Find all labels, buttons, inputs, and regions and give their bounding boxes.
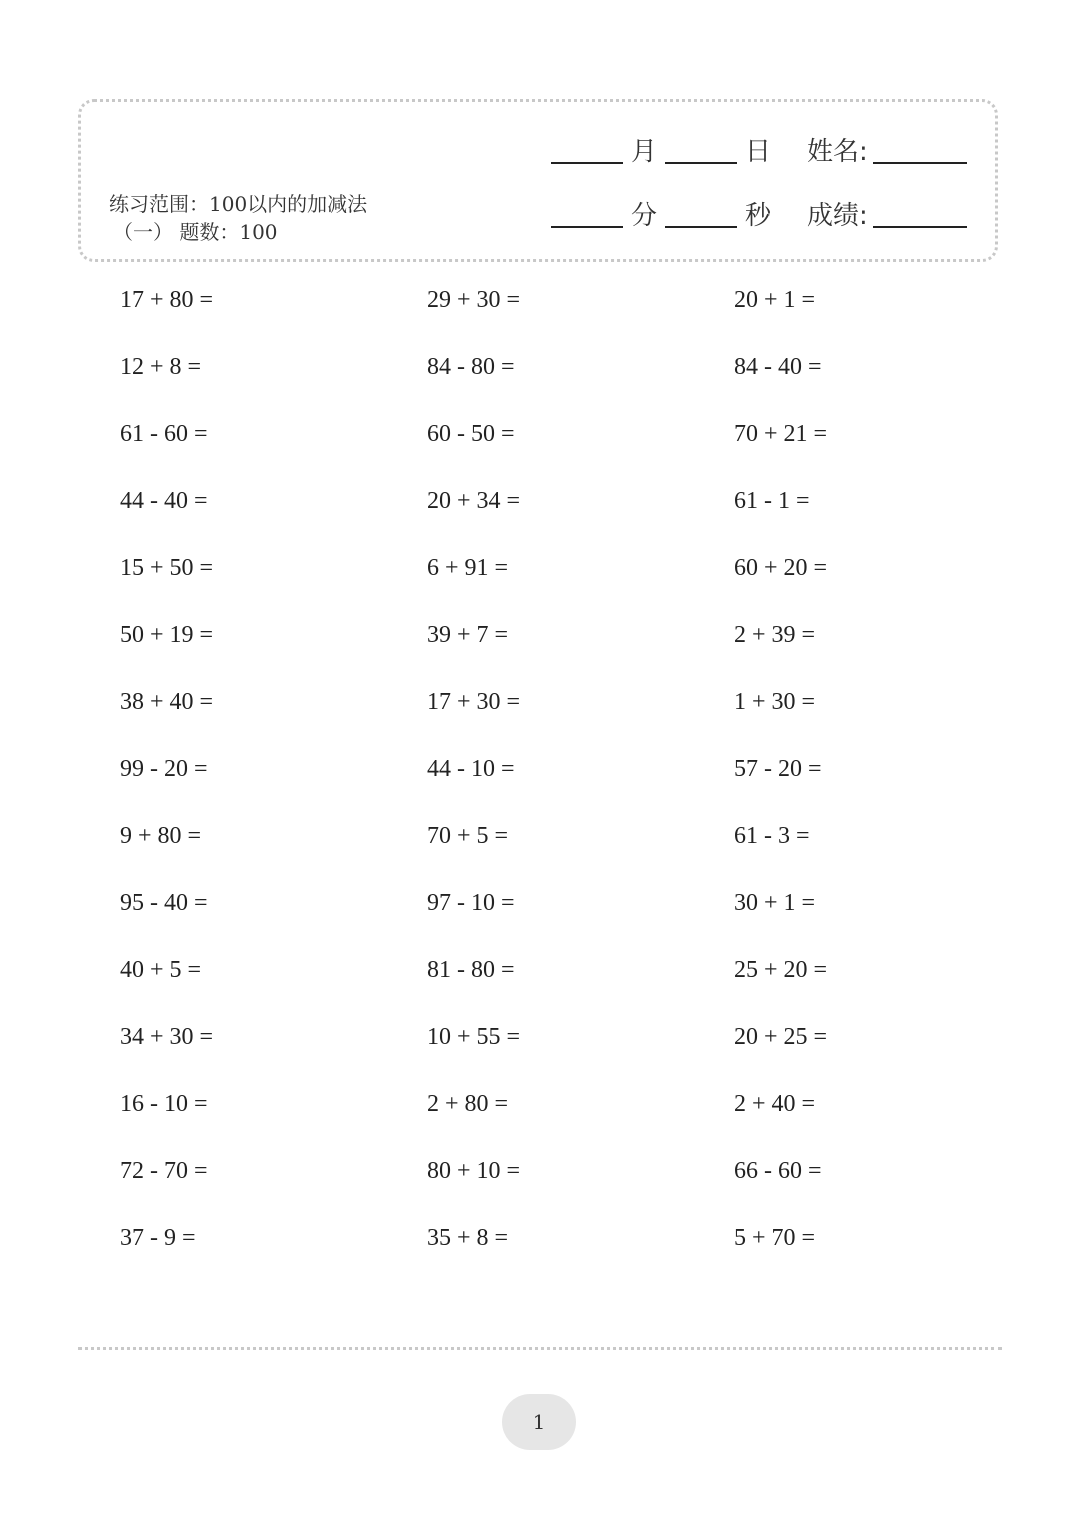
page-number-badge: 1 — [502, 1394, 576, 1450]
problem-item: 66 - 60 = — [734, 1158, 822, 1184]
footer-divider — [78, 1347, 1002, 1350]
problem-item: 17 + 80 = — [120, 287, 214, 313]
problem-item: 39 + 7 = — [427, 622, 509, 648]
problem-item: 35 + 8 = — [427, 1225, 509, 1251]
problem-item: 44 - 10 = — [427, 756, 515, 782]
problem-item: 97 - 10 = — [427, 890, 515, 916]
problem-item: 70 + 5 = — [427, 823, 509, 849]
problem-item: 61 - 1 = — [734, 488, 810, 514]
problem-item: 5 + 70 = — [734, 1225, 816, 1251]
month-label: 月 — [631, 137, 658, 167]
problem-item: 20 + 1 = — [734, 287, 816, 313]
problem-item: 30 + 1 = — [734, 890, 816, 916]
problem-item: 70 + 21 = — [734, 421, 828, 447]
problem-item: 61 - 3 = — [734, 823, 810, 849]
problem-item: 16 - 10 = — [120, 1091, 208, 1117]
problem-item: 2 + 39 = — [734, 622, 816, 648]
problem-item: 40 + 5 = — [120, 957, 202, 983]
problem-item: 15 + 50 = — [120, 555, 214, 581]
problem-item: 25 + 20 = — [734, 957, 828, 983]
problem-item: 60 + 20 = — [734, 555, 828, 581]
problem-item: 20 + 25 = — [734, 1024, 828, 1050]
question-count-label: （一） 题数：100 — [113, 220, 278, 244]
problem-item: 81 - 80 = — [427, 957, 515, 983]
problem-item: 10 + 55 = — [427, 1024, 521, 1050]
problem-item: 60 - 50 = — [427, 421, 515, 447]
problem-item: 29 + 30 = — [427, 287, 521, 313]
practice-range-label: 练习范围：100以内的加减法 — [109, 192, 368, 216]
problem-item: 61 - 60 = — [120, 421, 208, 447]
score-label: 成绩: — [807, 201, 868, 231]
problem-item: 37 - 9 = — [120, 1225, 196, 1251]
problem-item: 84 - 80 = — [427, 354, 515, 380]
problem-item: 84 - 40 = — [734, 354, 822, 380]
problem-item: 50 + 19 = — [120, 622, 214, 648]
problem-item: 20 + 34 = — [427, 488, 521, 514]
problem-item: 9 + 80 = — [120, 823, 202, 849]
problem-item: 95 - 40 = — [120, 890, 208, 916]
problem-item: 57 - 20 = — [734, 756, 822, 782]
problem-item: 38 + 40 = — [120, 689, 214, 715]
name-label: 姓名: — [807, 137, 868, 167]
day-label: 日 — [745, 137, 772, 167]
problem-item: 12 + 8 = — [120, 354, 202, 380]
problem-item: 80 + 10 = — [427, 1158, 521, 1184]
problem-item: 34 + 30 = — [120, 1024, 214, 1050]
problem-item: 6 + 91 = — [427, 555, 509, 581]
problem-item: 72 - 70 = — [120, 1158, 208, 1184]
problem-item: 44 - 40 = — [120, 488, 208, 514]
problem-item: 1 + 30 = — [734, 689, 816, 715]
problem-item: 99 - 20 = — [120, 756, 208, 782]
problem-item: 2 + 80 = — [427, 1091, 509, 1117]
problem-item: 17 + 30 = — [427, 689, 521, 715]
problem-item: 2 + 40 = — [734, 1091, 816, 1117]
minute-label: 分 — [631, 201, 658, 231]
second-label: 秒 — [745, 201, 772, 231]
